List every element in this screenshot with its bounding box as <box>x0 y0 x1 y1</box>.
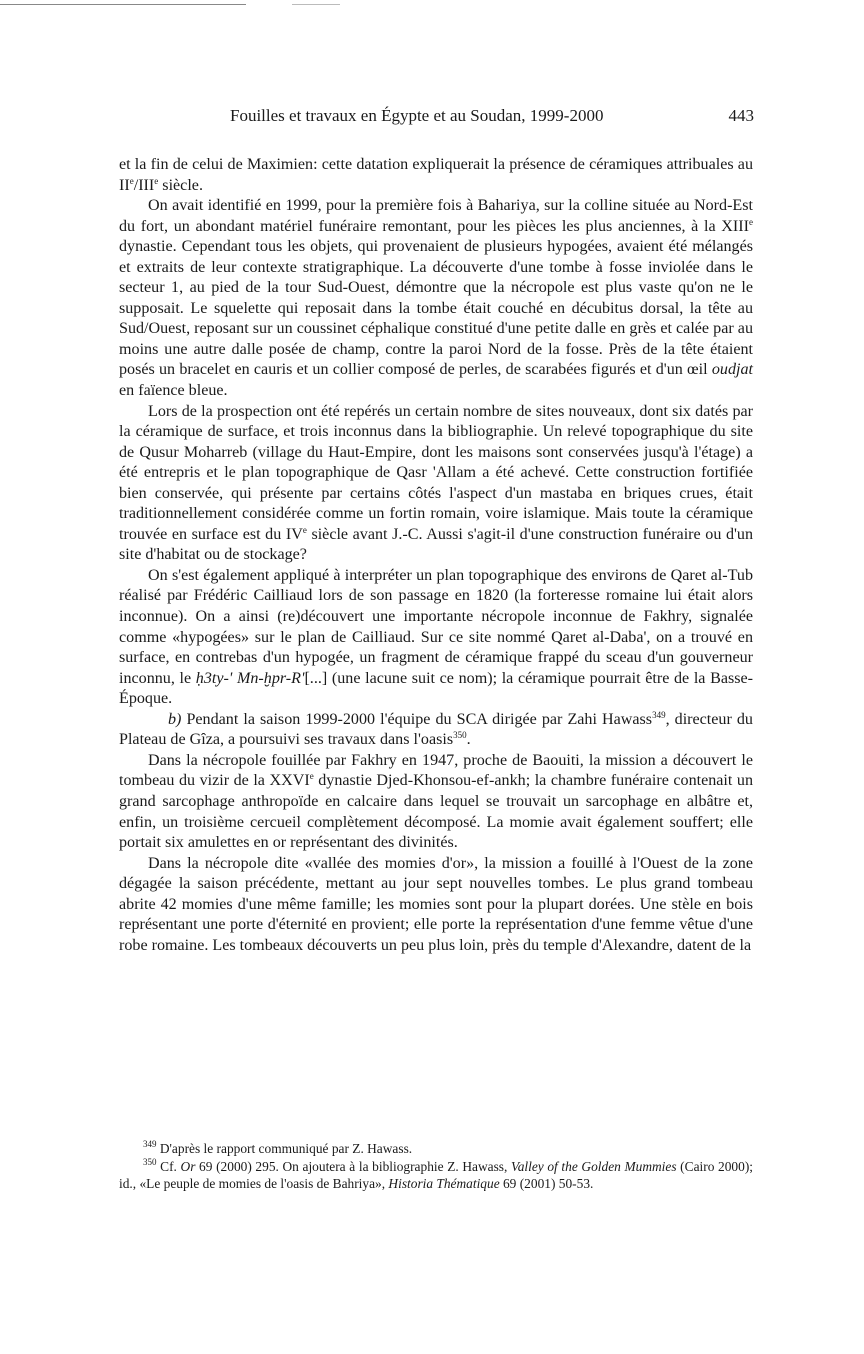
footnote-text: 69 (2001) 50-53. <box>499 1176 594 1192</box>
text-run: siècle. <box>158 176 203 194</box>
footnote-number: 349 <box>143 1139 157 1149</box>
text-run: dynastie Djed-Khonsou-ef-ankh; la chambre funéraire contenait un grand sarcophage anthropoïde en calcaire dans lequel se trouvait un sarcophage en albâtre et, enfin, un troisième cercueil complètement décomposé. La momie avait également souffert; elle portait six amulettes en or représentant des divinités. <box>119 772 754 852</box>
text-run: en faïence bleue. <box>119 382 228 400</box>
text-run: , directeur du Plateau de Gîza, a poursuivi ses travaux dans l'oasis <box>119 710 753 749</box>
superscript: e <box>749 216 753 227</box>
paragraph-2 <box>119 196 753 401</box>
text-run: [...] (une lacune suit ce nom); la céramique pourrait être de la Basse-Époque. <box>119 669 753 708</box>
running-title: Fouilles et travaux en Égypte et au Soudan, 1999-2000 <box>230 106 604 125</box>
paragraph-5 <box>119 710 753 751</box>
paragraph-6 <box>119 751 753 854</box>
paragraph-7: Dans la nécropole dite «vallée des momies d'or», la mission a fouillé à l'Ouest de la zone dégagée la saison précédente, mettant au jour sept nouvelles tombes. Le plus grand tombeau abrite 42 momies d'une même famille; les momies sont pour la plupart dorées. Une stèle en bois représentant une porte d'éternité en provient; elle porte la représentation d'une femme vêtue d'une robe romaine. Les tombeaux découverts un peu plus loin, près du temple d'Alexandre, datent de la <box>119 854 753 954</box>
text-run: On avait identifié en 1999, pour la première fois à Bahariya, sur la colline située au Nord-Est du fort, un abondant matériel funéraire remontant, pour les pièces les plus anciennes, à la XIII <box>119 197 753 235</box>
footnote-ref-349[interactable]: 349 <box>652 709 666 720</box>
text-run: /III <box>133 176 155 194</box>
top-scan-rule <box>0 4 246 5</box>
footnote-number: 350 <box>143 1156 157 1167</box>
text-run: Pendant la saison 1999-2000 l'équipe du SCA dirigée par Zahi Hawass <box>181 710 653 728</box>
book-title: Valley of the Golden Mummies <box>511 1158 677 1174</box>
footnotes <box>119 1140 753 1193</box>
text-run: dynastie. Cependant tous les objets, qui provenaient de plusieurs hypogées, avaient été mélangés et extraits de leur contexte stratigraphique. La découverte d'une tombe à fosse inviolée dans le secteur 1, au pied de la tour Sud-Ouest, démontre que la nécropole est plus vaste qu'on ne le supposait. Le squelette qui reposait dans la tombe était couché en décubitus dorsal, la tête au Sud/Ouest, reposant sur un coussinet céphalique constitué d'une petite dalle en grès et calée par au moins une autre dalle posée de champ, contre la paroi Nord de la fosse. Près de la tête étaient posés un bracelet en cauris et un collier composé de perles, de scarabées figurés et d'un œil <box>119 238 753 379</box>
superscript: e <box>309 771 314 782</box>
footnote-text: 69 (2000) 295. On ajoutera à la bibliographie Z. Hawass, <box>195 1158 511 1174</box>
text-run: Dans la nécropole fouillée par Fakhry en 1947, proche de Baouiti, la mission a découvert le tombeau du vizir de la XXVI <box>119 751 753 790</box>
italic-term: oudjat <box>711 361 753 379</box>
footnote-349 <box>119 1140 753 1158</box>
italic-transliteration: ḥ3ty-' Mn-ḫpr-R' <box>195 669 305 687</box>
section-label: b) <box>168 710 182 728</box>
footnote-text: D'après le rapport communiqué par Z. Hawass. <box>156 1141 413 1156</box>
paragraph-3 <box>119 402 753 566</box>
text-run: . <box>466 731 471 749</box>
paragraph-4 <box>119 566 753 710</box>
superscript: e <box>129 175 134 186</box>
paragraph-1 <box>119 155 753 196</box>
text-run: et la fin de celui de Maximien: cette datation expliquerait la présence de céramiques attribuales au II <box>119 156 753 194</box>
superscript: e <box>154 175 159 186</box>
text-run: On s'est également appliqué à interpréter un plan topographique des environs de Qaret al-Tub réalisé par Frédéric Cailliaud lors de son passage en 1820 (la forteresse romaine lui était alors inconnue). On a ainsi (re)découvert une importante nécropole inconnue de Fakhry, signalée comme «hypogées» sur le plan de Cailliaud. Sur ce site nommé Qaret al-Daba', on a trouvé en surface, en contrebas d'un hypogée, un fragment de céramique frappé du sceau d'un gouverneur inconnu, le <box>119 566 753 687</box>
text-run: siècle avant J.-C. Aussi s'agit-il d'une construction funéraire ou d'un site d'habitat ou de stockage? <box>119 525 754 564</box>
footnote-ref-350[interactable]: 350 <box>453 730 467 741</box>
journal-title: Or <box>180 1158 196 1174</box>
superscript: e <box>302 524 307 535</box>
text-run: Lors de la prospection ont été repérés un certain nombre de sites nouveaux, dont six datés par la céramique de surface, et trois inconnus dans la bibliographie. Un relevé topographique du site de Qusur Moharreb (village du Haut-Empire, dont les maisons sont conservées jusqu'à l'étage) a été entrepris et le plan topographique de Qasr 'Allam a été achevé. Cette construction fortifiée bien conservée, qui présente par certains côtés l'aspect d'un mastaba en briques crues, était traditionnellement considérée comme un fortin romain, voire islamique. Mais toute la céramique trouvée en surface est du IV <box>119 402 753 543</box>
footnote-text: (Cairo 2000); id., «Le peuple de momies de l'oasis de Bahriya», <box>119 1158 753 1192</box>
page-number: 443 <box>728 106 754 125</box>
journal-title: Historia Thématique <box>388 1176 500 1192</box>
footnote-350 <box>119 1158 753 1193</box>
body-text <box>119 155 753 956</box>
top-scan-rule-fragment <box>292 4 340 5</box>
footnote-text: Cf. <box>156 1158 181 1174</box>
